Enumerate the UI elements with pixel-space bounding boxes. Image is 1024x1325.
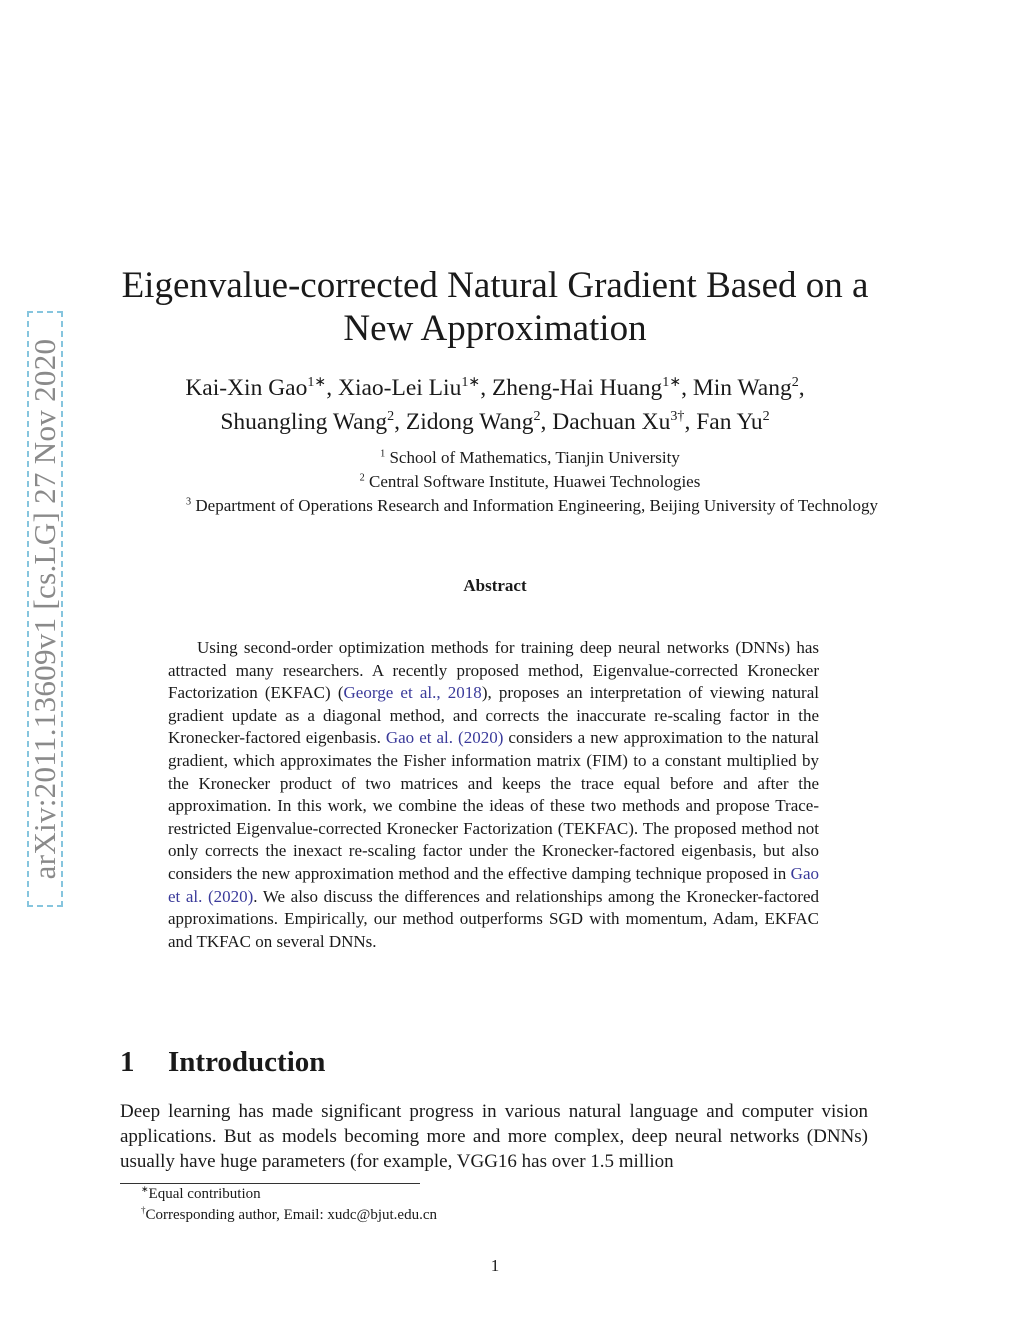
section-heading — [120, 1046, 325, 1079]
paper-title-line-2: New Approximation — [343, 308, 647, 349]
paper-title-line-1: Eigenvalue-corrected Natural Gradient Based on a — [121, 265, 869, 306]
author-mark: 1∗ — [307, 374, 327, 391]
affiliation-1 — [0, 448, 1024, 468]
footnote-rule — [120, 1183, 420, 1184]
author-mark: 1∗ — [461, 374, 481, 391]
footnote-text: Corresponding author, Email: xudc@bjut.edu.cn — [145, 1207, 437, 1223]
author-name: Shuangling Wang — [220, 409, 388, 435]
footnote-2 — [141, 1207, 437, 1224]
affiliation-mark: 2 — [359, 472, 365, 484]
footnote-text: Equal contribution — [148, 1186, 261, 1202]
author-name: Kai-Xin Gao — [185, 375, 308, 401]
author-line-1: Kai-Xin Gao$^{1∗}$, Xiao-Lei Liu$^{1∗}$, Zheng-Hai Huang$^{1∗}$, Min Wang$^2$, — [185, 374, 805, 401]
footnote-1 — [141, 1186, 261, 1203]
abstract-text: Using second-order optimization methods for training deep neural networks (DNNs) has attracted many researchers. A recently proposed method, Eigenvalue-corrected Kronecker Factorization (EKFAC) ( — [168, 638, 819, 703]
citation-link[interactable]: Gao et al. (2020) — [168, 863, 819, 906]
citation-link[interactable]: George et al., 2018 — [343, 683, 482, 703]
author-name: Zidong Wang — [405, 409, 534, 435]
author-mark: 2 — [791, 374, 799, 391]
arxiv-stamp: arXiv:2011.13609v1 [cs.LG] 27 Nov 2020 — [27, 338, 62, 880]
section-title: Introduction — [168, 1046, 326, 1078]
abstract-text: considers a new approximation to the natural gradient, which approximates the Fisher information matrix (FIM) to a constant multiplied by the Kronecker product of two matrices and keeps the trace equal before and after the approximation. In this work, we combine the ideas of these two methods and propose Trace-restricted Eigenvalue-corrected Kronecker Factorization (TEKFAC). The proposed method not only corrects the inexact re-scaling factor under the Kronecker-factored eigenbasis, but also considers the new approximation method and the effective damping technique proposed in — [168, 728, 819, 883]
affiliation-mark: 3 — [186, 496, 192, 508]
author-name: Zheng-Hai Huang — [491, 375, 663, 401]
author-line-2: Shuangling Wang$^2$, Zidong Wang$^2$, Dachuan $Xu^{3\dagger}$, Fan Yu$^2$ — [220, 408, 770, 435]
author-mark: 1∗ — [662, 374, 682, 391]
author-mark: 2 — [762, 408, 770, 425]
affiliation-3 — [0, 496, 1024, 516]
section-number: 1 — [120, 1046, 135, 1078]
abstract-text: ), proposes an interpretation of viewing natural gradient update as a diagonal method, and corrects the inaccurate re-scaling factor in the Kronecker-factored eigenbasis. — [168, 683, 819, 748]
author-name: Min Wang — [692, 375, 792, 401]
affiliation-mark: 1 — [380, 448, 386, 460]
page-number: 1 — [490, 1256, 500, 1275]
author-name: Fan Yu — [696, 409, 763, 435]
affiliation-2 — [0, 472, 1024, 492]
affiliation-text: Central Software Institute, Huawei Technologies — [369, 472, 701, 491]
introduction-paragraph — [120, 1099, 868, 1174]
author-mark: 2 — [533, 408, 541, 425]
abstract-text: . We also discuss the differences and relationships among the Kronecker-factored approximations. Empirically, our method outperforms SGD with momentum, Adam, EKFAC and TKFAC on several DNNs. — [168, 886, 820, 951]
author-mark: 3† — [670, 408, 685, 425]
introduction-text: Deep learning has made significant progress in various natural language and computer vision applications. But as models becoming more and more complex, deep neural networks (DNNs) usually have huge parameters (for example, VGG16 has over 1.5 million — [120, 1101, 868, 1172]
author-mark: 2 — [387, 408, 395, 425]
author-name: Dachuan Xu — [552, 409, 671, 435]
author-name: Xiao-Lei Liu — [337, 375, 462, 401]
abstract-heading: Abstract — [463, 576, 527, 595]
footnote-mark: ∗ — [141, 1184, 149, 1194]
abstract-body — [168, 637, 819, 953]
affiliation-text: Department of Operations Research and Information Engineering, Beijing University of Technology — [195, 496, 878, 515]
affiliation-text: School of Mathematics, Tianjin University — [389, 448, 680, 467]
footnote-mark: † — [141, 1205, 146, 1215]
citation-link[interactable]: Gao et al. (2020) — [385, 728, 504, 748]
